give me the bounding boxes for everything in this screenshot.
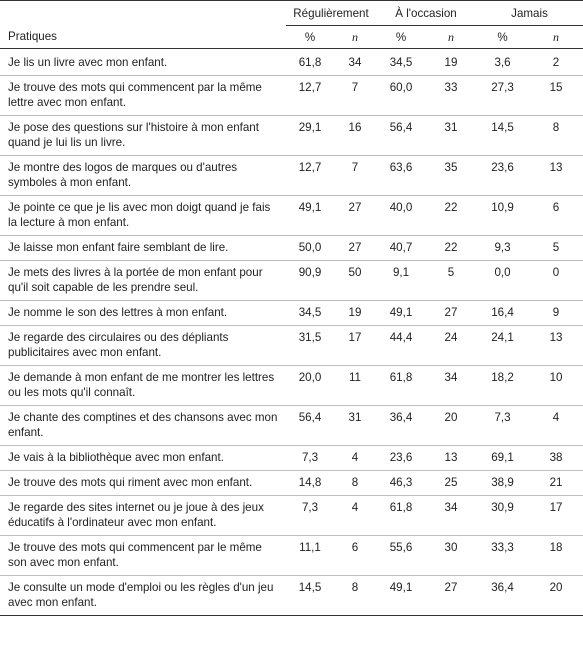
jam-n-cell: 9 xyxy=(552,306,560,319)
table-row xyxy=(0,471,583,496)
occ-n-cell: 34 xyxy=(444,501,458,514)
group-header-regulierement: Régulièrement xyxy=(286,1,376,26)
occ-n-cell: 22 xyxy=(444,241,458,254)
occ-n-cell: 27 xyxy=(444,581,458,594)
occ-n-cell: 5 xyxy=(447,266,455,279)
column-header-jam-percent: % xyxy=(476,26,529,49)
occ-percent-cell: 34,5 xyxy=(389,56,413,69)
practice-label: Je vais à la bibliothèque avec mon enfant. xyxy=(8,451,224,464)
reg-percent-cell: 31,5 xyxy=(298,331,322,344)
column-header-occ-n: n xyxy=(426,26,476,49)
practice-label: Je laisse mon enfant faire semblant de lire. xyxy=(8,241,229,254)
reg-percent-cell: 61,8 xyxy=(298,56,322,69)
reg-percent-cell: 49,1 xyxy=(298,201,322,214)
reg-n-cell: 4 xyxy=(351,451,359,464)
reg-percent-cell: 11,1 xyxy=(299,541,321,554)
reg-percent-cell: 90,9 xyxy=(298,266,322,279)
practice-label: Je regarde des circulaires ou des dépliants publicitaires avec mon enfant. xyxy=(8,331,229,359)
table-row xyxy=(0,49,583,76)
table-row xyxy=(0,76,583,116)
table-body xyxy=(0,49,583,616)
reg-percent-cell: 56,4 xyxy=(298,411,322,424)
jam-percent-cell: 16,4 xyxy=(491,306,514,319)
practice-label: Je pointe ce que je lis avec mon doigt quand je fais la lecture à mon enfant. xyxy=(8,201,271,229)
jam-percent-cell: 24,1 xyxy=(491,331,514,344)
jam-n-cell: 2 xyxy=(552,56,560,69)
occ-percent-cell: 23,6 xyxy=(389,451,413,464)
occ-percent-cell: 44,4 xyxy=(389,331,413,344)
column-header-reg-percent: % xyxy=(286,26,334,49)
reg-percent-cell: 20,0 xyxy=(298,371,322,384)
reg-percent-cell: 29,1 xyxy=(298,121,322,134)
table-row xyxy=(0,196,583,236)
table-header xyxy=(0,1,583,49)
table-row xyxy=(0,536,583,576)
jam-n-cell: 4 xyxy=(552,411,560,424)
occ-percent-cell: 9,1 xyxy=(392,266,410,279)
reg-percent-cell: 12,7 xyxy=(298,81,322,94)
practice-label: Je trouve des mots qui riment avec mon enfant. xyxy=(8,476,253,489)
table-row xyxy=(0,116,583,156)
reg-n-cell: 7 xyxy=(351,81,359,94)
occ-percent-cell: 61,8 xyxy=(389,501,413,514)
jam-percent-cell: 18,2 xyxy=(491,371,514,384)
occ-percent-cell: 49,1 xyxy=(389,306,413,319)
jam-percent-cell: 0,0 xyxy=(494,266,511,279)
table-row xyxy=(0,446,583,471)
occ-n-cell: 20 xyxy=(444,411,458,424)
practice-label: Je chante des comptines et des chansons avec mon enfant. xyxy=(8,411,278,439)
reg-n-cell: 6 xyxy=(351,541,359,554)
reg-n-cell: 11 xyxy=(348,371,362,384)
practice-label: Je regarde des sites internet ou je joue à des jeux éducatifs à l'ordinateur avec mon enfant. xyxy=(8,501,264,529)
jam-n-cell: 5 xyxy=(552,241,560,254)
jam-percent-cell: 10,9 xyxy=(491,201,514,214)
reg-n-cell: 7 xyxy=(351,161,359,174)
group-header-jamais: Jamais xyxy=(476,1,583,26)
reg-n-cell: 8 xyxy=(351,581,359,594)
occ-n-cell: 35 xyxy=(444,161,458,174)
occ-percent-cell: 49,1 xyxy=(389,581,413,594)
reg-n-cell: 27 xyxy=(348,201,362,214)
jam-percent-cell: 23,6 xyxy=(491,161,514,174)
column-header-pratiques: Pratiques xyxy=(0,26,286,49)
table-row xyxy=(0,406,583,446)
practice-label: Je lis un livre avec mon enfant. xyxy=(8,56,168,69)
occ-n-cell: 31 xyxy=(444,121,458,134)
practice-label: Je demande à mon enfant de me montrer les lettres ou les mots qu'il connaît. xyxy=(8,371,275,399)
column-header-occ-percent: % xyxy=(376,26,426,49)
practice-label: Je trouve des mots qui commencent par le même son avec mon enfant. xyxy=(8,541,262,569)
occ-percent-cell: 61,8 xyxy=(389,371,413,384)
table-row xyxy=(0,236,583,261)
table-row xyxy=(0,261,583,301)
reg-n-cell: 17 xyxy=(348,331,362,344)
reg-n-cell: 27 xyxy=(348,241,362,254)
reg-percent-cell: 50,0 xyxy=(298,241,322,254)
jam-percent-cell: 69,1 xyxy=(491,451,514,464)
reg-percent-cell: 14,8 xyxy=(298,476,322,489)
column-header-jam-n: n xyxy=(529,26,583,49)
occ-percent-cell: 63,6 xyxy=(389,161,413,174)
practice-label: Je pose des questions sur l'histoire à mon enfant quand je lui lis un livre. xyxy=(8,121,259,149)
occ-n-cell: 24 xyxy=(444,331,458,344)
jam-n-cell: 38 xyxy=(549,451,563,464)
group-header-occasion: À l'occasion xyxy=(376,1,476,26)
reg-percent-cell: 7,3 xyxy=(301,501,319,514)
occ-n-cell: 33 xyxy=(444,81,458,94)
reg-n-cell: 19 xyxy=(348,306,362,319)
jam-n-cell: 15 xyxy=(549,81,563,94)
reg-n-cell: 4 xyxy=(351,501,359,514)
jam-n-cell: 21 xyxy=(549,476,563,489)
reg-n-cell: 16 xyxy=(348,121,362,134)
reg-n-cell: 31 xyxy=(348,411,362,424)
reg-percent-cell: 14,5 xyxy=(298,581,322,594)
jam-percent-cell: 27,3 xyxy=(491,81,514,94)
jam-percent-cell: 38,9 xyxy=(491,476,514,489)
jam-n-cell: 6 xyxy=(552,201,560,214)
table-row xyxy=(0,496,583,536)
jam-n-cell: 0 xyxy=(552,266,560,279)
reg-n-cell: 34 xyxy=(348,56,362,69)
occ-percent-cell: 46,3 xyxy=(389,476,413,489)
jam-n-cell: 8 xyxy=(552,121,560,134)
practice-label: Je trouve des mots qui commencent par la même lettre avec mon enfant. xyxy=(8,81,262,109)
jam-n-cell: 18 xyxy=(549,541,563,554)
occ-n-cell: 34 xyxy=(444,371,458,384)
jam-percent-cell: 3,6 xyxy=(494,56,511,69)
jam-percent-cell: 9,3 xyxy=(494,241,511,254)
table-row xyxy=(0,366,583,406)
jam-percent-cell: 14,5 xyxy=(491,121,514,134)
occ-n-cell: 30 xyxy=(444,541,458,554)
jam-percent-cell: 7,3 xyxy=(494,411,511,424)
jam-n-cell: 13 xyxy=(549,331,563,344)
occ-percent-cell: 36,4 xyxy=(389,411,413,424)
table-row xyxy=(0,301,583,326)
occ-n-cell: 19 xyxy=(444,56,458,69)
practice-label: Je mets des livres à la portée de mon enfant pour qu'il soit capable de les prendre seul. xyxy=(8,266,263,294)
table-row xyxy=(0,326,583,366)
jam-percent-cell: 36,4 xyxy=(491,581,514,594)
occ-percent-cell: 60,0 xyxy=(389,81,413,94)
occ-percent-cell: 56,4 xyxy=(389,121,413,134)
jam-n-cell: 17 xyxy=(549,501,563,514)
reg-percent-cell: 12,7 xyxy=(298,161,322,174)
table-row xyxy=(0,576,583,616)
jam-n-cell: 20 xyxy=(549,581,563,594)
jam-percent-cell: 33,3 xyxy=(491,541,514,554)
occ-percent-cell: 40,0 xyxy=(389,201,413,214)
jam-n-cell: 13 xyxy=(549,161,563,174)
practice-label: Je nomme le son des lettres à mon enfant. xyxy=(8,306,228,319)
occ-n-cell: 25 xyxy=(444,476,458,489)
table-row xyxy=(0,156,583,196)
occ-n-cell: 13 xyxy=(444,451,458,464)
occ-percent-cell: 40,7 xyxy=(389,241,413,254)
column-header-reg-n: n xyxy=(334,26,376,49)
reg-n-cell: 50 xyxy=(348,266,362,279)
reg-n-cell: 8 xyxy=(351,476,359,489)
jam-percent-cell: 30,9 xyxy=(491,501,514,514)
reg-percent-cell: 7,3 xyxy=(301,451,319,464)
practice-label: Je consulte un mode d'emploi ou les règles d'un jeu avec mon enfant. xyxy=(8,581,274,609)
practice-label: Je montre des logos de marques ou d'autres symboles à mon enfant. xyxy=(8,161,238,189)
reg-percent-cell: 34,5 xyxy=(298,306,322,319)
occ-n-cell: 22 xyxy=(444,201,458,214)
occ-n-cell: 27 xyxy=(444,306,458,319)
occ-percent-cell: 55,6 xyxy=(389,541,413,554)
jam-n-cell: 10 xyxy=(549,371,563,384)
header-blank-cell xyxy=(0,1,286,26)
